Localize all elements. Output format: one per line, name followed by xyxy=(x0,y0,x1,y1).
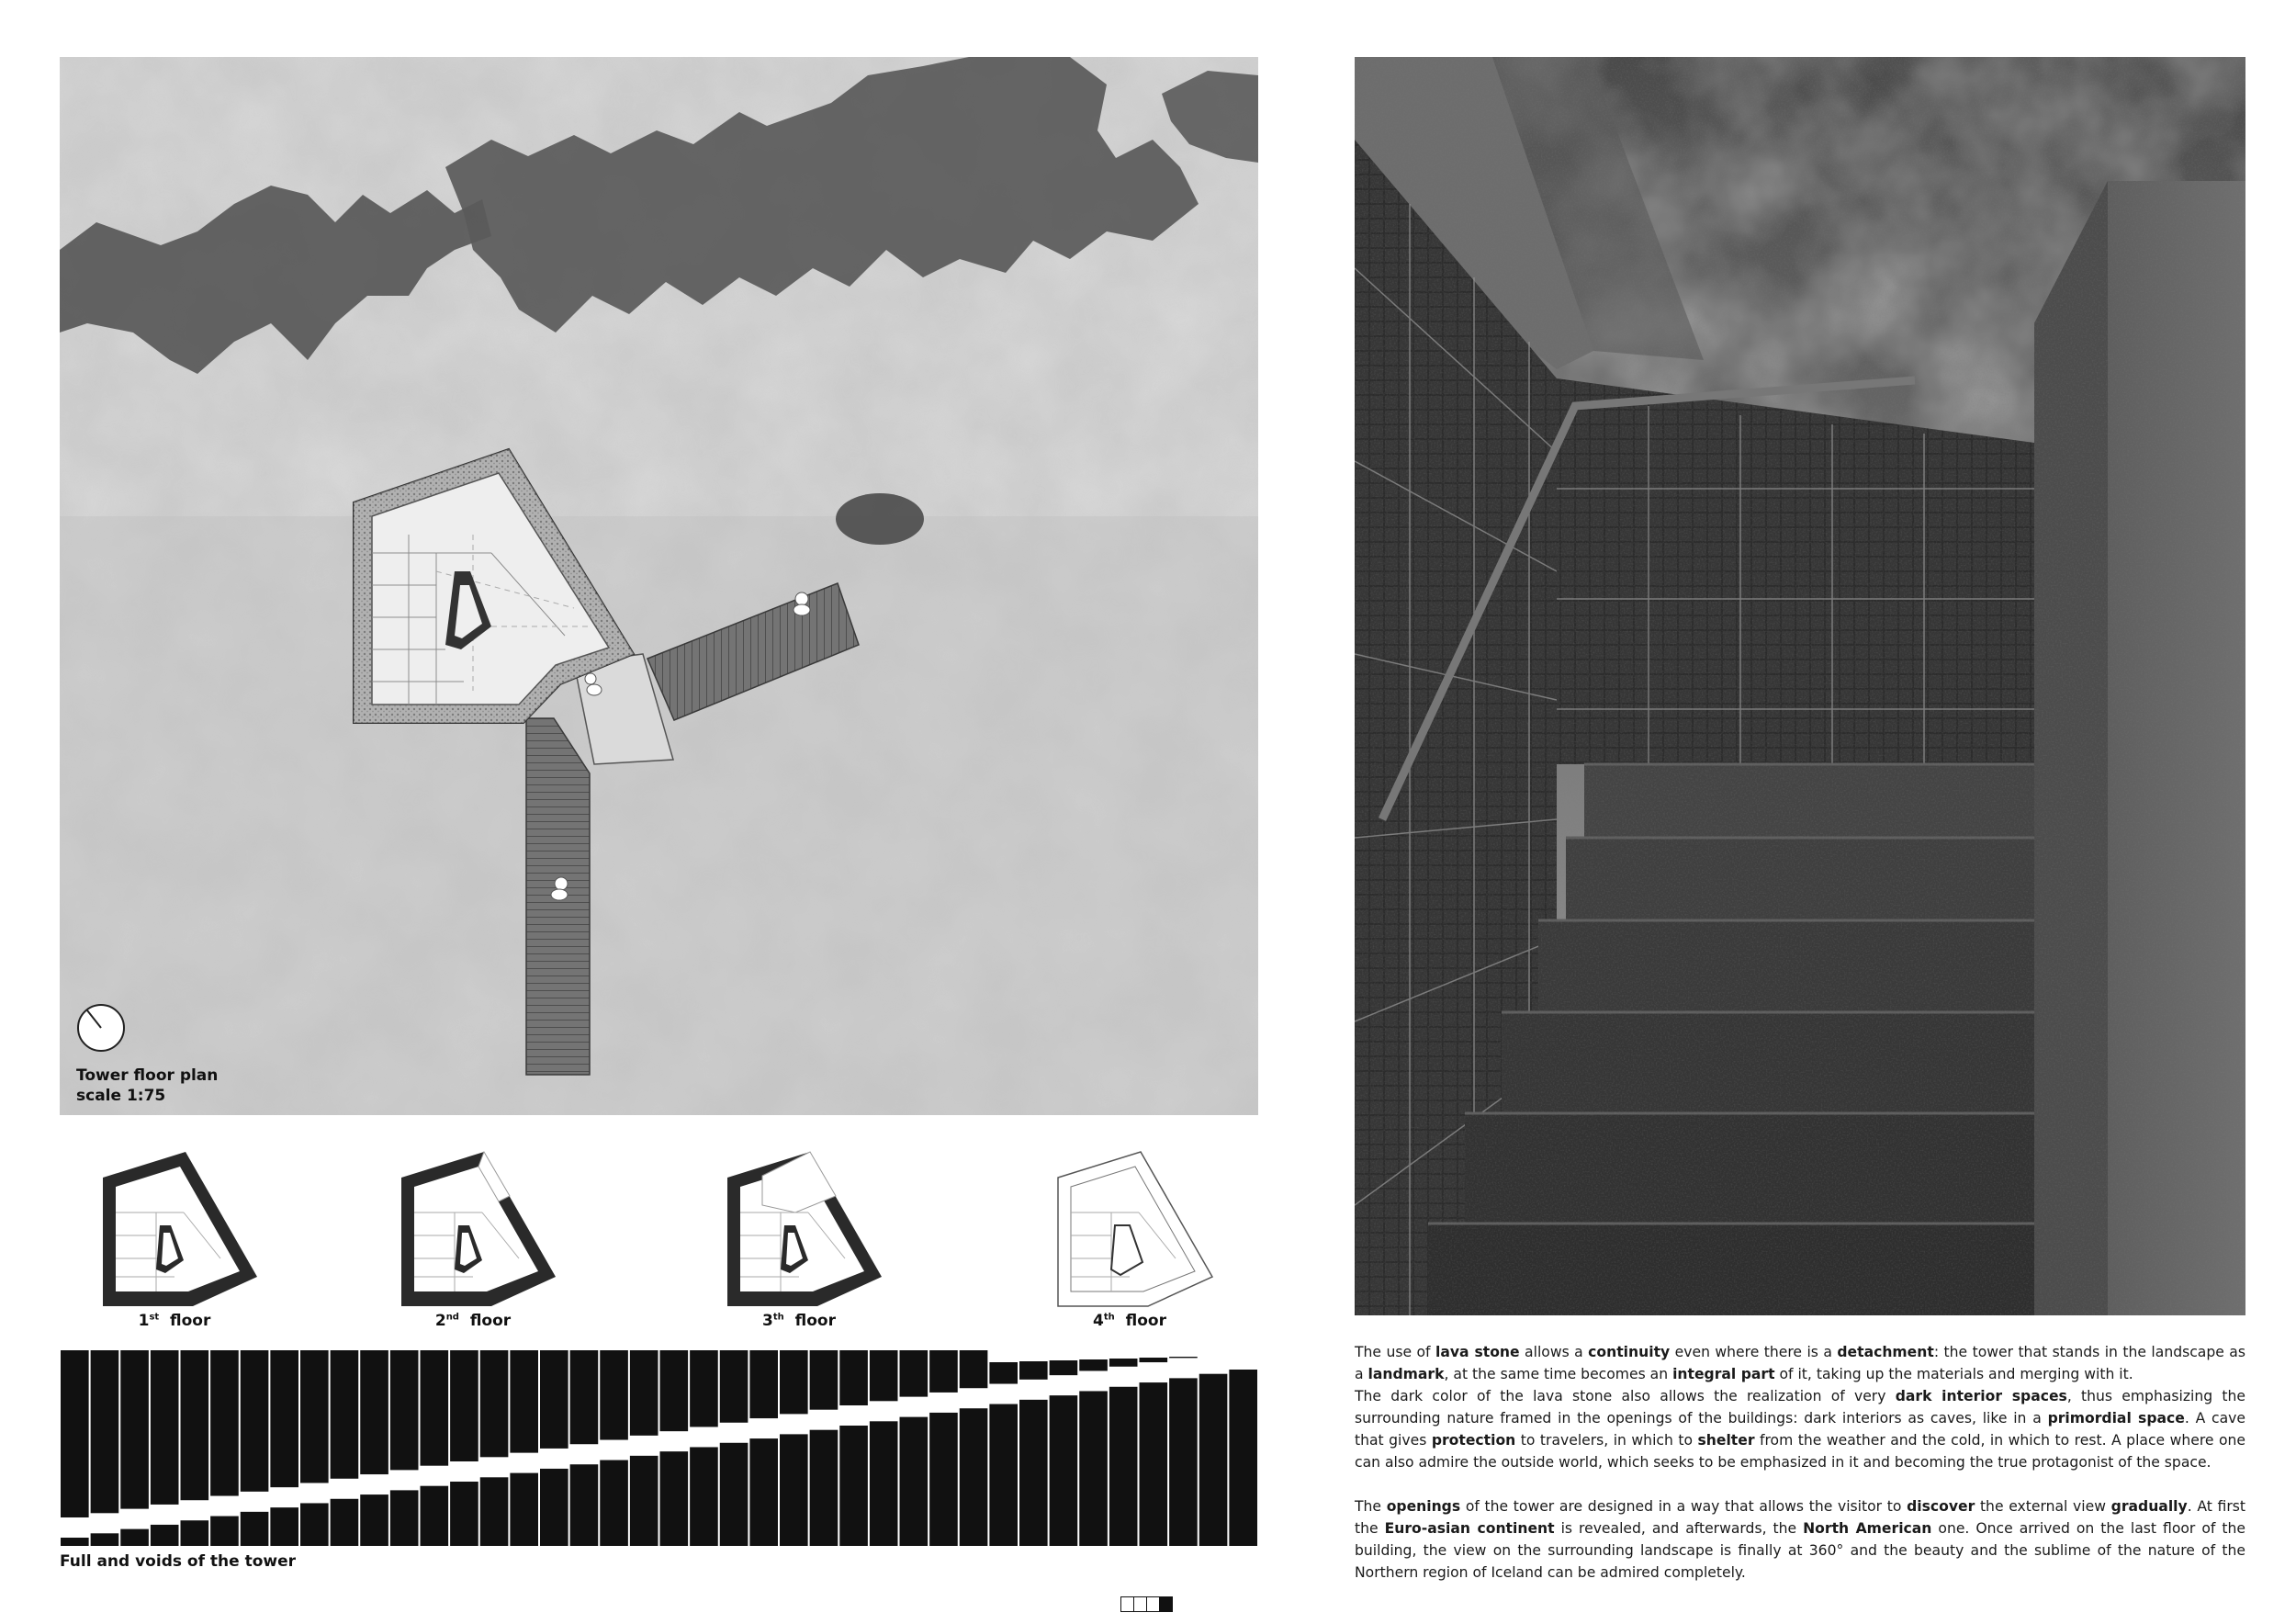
wall-strip-upper xyxy=(331,1350,359,1479)
text-run: to travelers, in which to xyxy=(1515,1432,1698,1449)
wall-strip-lower xyxy=(780,1434,808,1546)
wall-strip-lower xyxy=(960,1408,988,1546)
wall-strip-upper xyxy=(1079,1359,1108,1370)
wall-strip-lower xyxy=(181,1520,209,1546)
wall-strip-upper xyxy=(421,1350,449,1466)
wall-strip-upper xyxy=(780,1350,808,1414)
voids-elevation xyxy=(60,1350,1258,1546)
wall-strip-lower xyxy=(210,1517,239,1546)
text-run: even where there is a xyxy=(1670,1344,1838,1360)
wall-strip-lower xyxy=(390,1490,419,1546)
wall-strip-lower xyxy=(900,1417,929,1546)
floor-diagram-3 xyxy=(707,1139,891,1332)
wall-strip-lower xyxy=(1019,1400,1048,1546)
wall-strip-lower xyxy=(810,1430,838,1546)
dark-boulder xyxy=(836,493,924,545)
wall-strip-upper xyxy=(360,1350,388,1474)
wall-strip-lower xyxy=(151,1525,179,1546)
wall-strip-upper xyxy=(660,1350,689,1431)
emphasis-term: primordial space xyxy=(2047,1410,2185,1427)
wall-strip-upper xyxy=(870,1350,898,1401)
text-run: : the tower that stands in the landscape as a xyxy=(1355,1344,2245,1382)
text-run: , at the same time becomes an xyxy=(1444,1366,1673,1382)
emphasis-term: discover xyxy=(1907,1498,1975,1515)
wall-strip-lower xyxy=(690,1447,718,1546)
wall-strip-lower xyxy=(839,1426,868,1546)
wall-strip-lower xyxy=(600,1460,628,1546)
wall-strip-upper xyxy=(989,1362,1018,1384)
text-run: one. Once arrived on the last floor of the building, the view on the surrounding landscape is finally at 360° and the beauty and the sublime of the nature of the Northern region of Iceland can be admired completely. xyxy=(1355,1520,2245,1581)
emphasis-term: dark interior spaces xyxy=(1895,1388,2067,1404)
wall-strip-lower xyxy=(660,1451,689,1546)
wall-strip-upper xyxy=(241,1350,269,1492)
full-and-voids-diagram xyxy=(60,1350,1258,1546)
emphasis-term: detachment xyxy=(1837,1344,1934,1360)
emphasis-term: North American xyxy=(1803,1520,1932,1537)
wall-strip-lower xyxy=(450,1482,478,1546)
page-indicator-box xyxy=(1133,1596,1147,1612)
emphasis-term: gradually xyxy=(2110,1498,2188,1515)
wall-strip-upper xyxy=(1140,1358,1168,1362)
plan-caption xyxy=(76,1066,218,1106)
wall-strip-lower xyxy=(300,1503,329,1546)
text-run: The use of xyxy=(1355,1344,1435,1360)
text-run: of the tower are designed in a way that allows the visitor to xyxy=(1460,1498,1908,1515)
wall-strip-lower xyxy=(870,1421,898,1546)
wall-strip-upper xyxy=(749,1350,778,1418)
wall-strip-upper xyxy=(1019,1361,1048,1380)
emphasis-term: landmark xyxy=(1367,1366,1445,1382)
text-run: the external view xyxy=(1975,1498,2111,1515)
page-indicator-box xyxy=(1146,1596,1160,1612)
wall-strip-lower xyxy=(480,1477,509,1546)
wall-strip-upper xyxy=(151,1350,179,1505)
wall-strip-lower xyxy=(630,1456,658,1546)
paragraph-lava-stone xyxy=(1355,1341,2245,1385)
wall-strip-lower xyxy=(570,1464,599,1546)
wall-strip-upper xyxy=(300,1350,329,1483)
wall-strip-upper xyxy=(929,1350,958,1393)
wall-strip-lower xyxy=(1229,1370,1257,1546)
wall-strip-upper xyxy=(960,1350,988,1388)
wall-strip-lower xyxy=(929,1413,958,1546)
voids-caption: Full and voids of the tower xyxy=(60,1552,296,1571)
wall-strip-upper xyxy=(450,1350,478,1461)
wall-strip-lower xyxy=(270,1507,298,1546)
wall-strip-lower xyxy=(61,1538,89,1546)
page-indicator-box xyxy=(1120,1596,1134,1612)
wall-strip-upper xyxy=(540,1350,568,1449)
text-run: . At first the xyxy=(1355,1498,2245,1537)
emphasis-term: openings xyxy=(1386,1498,1461,1515)
text-run: from the weather and the cold, in which to rest. A place where one can also admire the outside world, which seeks to be emphasized in it and becoming the true protagonist of the space. xyxy=(1355,1432,2245,1471)
wall-strip-lower xyxy=(989,1404,1018,1546)
wall-strip-lower xyxy=(540,1469,568,1546)
text-run: The dark color of the lava stone also allows the realization of very xyxy=(1355,1388,1896,1404)
wall-strip-lower xyxy=(360,1494,388,1546)
wall-strip-lower xyxy=(720,1443,748,1546)
wall-strip-lower xyxy=(510,1473,538,1546)
wall-strip-upper xyxy=(210,1350,239,1496)
wall-strip-lower xyxy=(1050,1395,1078,1546)
wall-strip-lower xyxy=(1199,1374,1228,1546)
text-run: , thus emphasizing the surrounding nature framed in the openings of the buildings: dark interiors as caves, like in a xyxy=(1355,1388,2245,1427)
text-run: of it, taking up the materials and merging with it. xyxy=(1774,1366,2133,1382)
emphasis-term: lava stone xyxy=(1435,1344,1520,1360)
emphasis-term: continuity xyxy=(1588,1344,1671,1360)
wall-strip-lower xyxy=(1079,1391,1108,1546)
floor-label-1: 1st floor xyxy=(138,1312,211,1330)
floor-diagram-2 xyxy=(381,1139,565,1332)
wall-strip-lower xyxy=(241,1512,269,1546)
wall-strip-lower xyxy=(1140,1382,1168,1546)
wall-strip-upper xyxy=(630,1350,658,1436)
wall-strip-lower xyxy=(91,1533,119,1546)
wall-strip-lower xyxy=(331,1499,359,1546)
text-run: The xyxy=(1355,1498,1387,1515)
floor-diagram-4 xyxy=(1038,1139,1221,1332)
wall-strip-upper xyxy=(480,1350,509,1457)
emphasis-term: integral part xyxy=(1672,1366,1775,1382)
wall-strip-upper xyxy=(570,1350,599,1444)
wall-strip-lower xyxy=(749,1438,778,1546)
plan-title: Tower floor plan xyxy=(76,1066,219,1085)
wall-strip-upper xyxy=(181,1350,209,1500)
floor-diagram-1 xyxy=(83,1139,266,1332)
wall-strip-lower xyxy=(421,1486,449,1546)
wall-strip-lower xyxy=(1169,1378,1198,1546)
floor-label-3: 3th floor xyxy=(762,1312,836,1330)
wall-strip-upper xyxy=(839,1350,868,1405)
plan-drawing xyxy=(60,57,1258,1115)
wall-strip-lower xyxy=(1109,1387,1138,1546)
north-arrow-icon xyxy=(76,1003,126,1053)
wall-strip-upper xyxy=(810,1350,838,1410)
emphasis-term: Euro-asian continent xyxy=(1384,1520,1555,1537)
page-indicator-box xyxy=(1159,1596,1173,1612)
wall-strip-upper xyxy=(600,1350,628,1440)
plan-scale: scale 1:75 xyxy=(76,1087,166,1105)
paragraph-openings xyxy=(1355,1495,2245,1584)
wall-strip-upper xyxy=(1169,1357,1198,1358)
wall-strip-upper xyxy=(690,1350,718,1427)
wall-strip-upper xyxy=(900,1350,929,1397)
interior-render xyxy=(1355,57,2245,1315)
wall-strip-upper xyxy=(390,1350,419,1470)
text-run: . A cave that gives xyxy=(1355,1410,2245,1449)
floor-label-2: 2nd floor xyxy=(434,1312,512,1330)
emphasis-term: shelter xyxy=(1697,1432,1755,1449)
page-indicator xyxy=(1120,1596,1172,1612)
wall-strip-lower xyxy=(120,1529,149,1546)
wall-strip-upper xyxy=(510,1350,538,1453)
wall-strip-upper xyxy=(270,1350,298,1487)
wall-strip-upper xyxy=(1109,1359,1138,1367)
tower-floor-plan xyxy=(60,57,1258,1115)
wall-strip-upper xyxy=(1050,1360,1078,1375)
wall-strip-upper xyxy=(720,1350,748,1423)
description-text xyxy=(1355,1341,2245,1584)
text-run: allows a xyxy=(1519,1344,1589,1360)
wall-strip-upper xyxy=(61,1350,89,1517)
floor-label-4: 4th floor xyxy=(1093,1312,1166,1330)
wall-strip-upper xyxy=(120,1350,149,1509)
text-run: is revealed, and afterwards, the xyxy=(1554,1520,1804,1537)
paragraph-dark-interiors xyxy=(1355,1385,2245,1473)
wall-strip-upper xyxy=(91,1350,119,1513)
emphasis-term: protection xyxy=(1431,1432,1516,1449)
